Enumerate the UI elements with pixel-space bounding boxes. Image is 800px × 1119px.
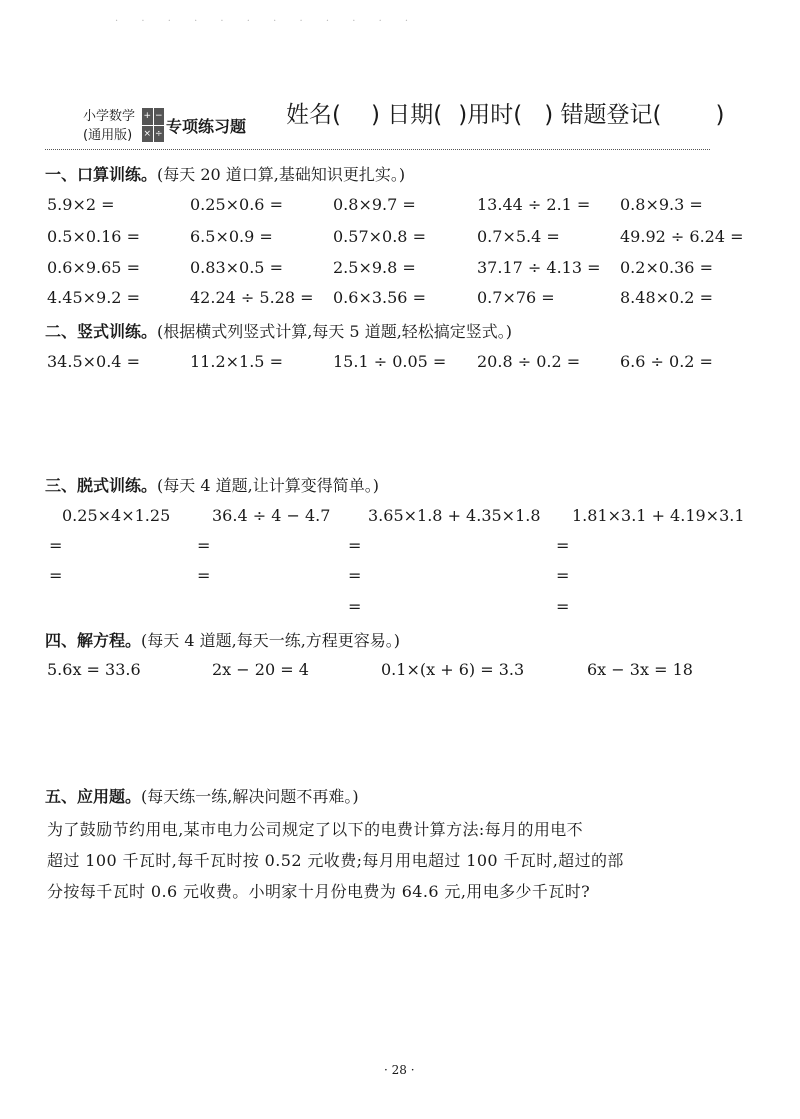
scan-artifact: · · · · · · · · · · · ·	[115, 16, 419, 27]
oral-problem: 4.45×9.2 =	[47, 288, 140, 307]
oral-problem: 0.7×5.4 =	[477, 227, 560, 246]
equation: 5.6x = 33.6	[47, 660, 141, 679]
equals-sign: =	[348, 536, 362, 555]
vertical-problem: 6.6 ÷ 0.2 =	[620, 352, 713, 371]
brand-title: 专项练习题	[166, 117, 247, 136]
vertical-problem: 11.2×1.5 =	[190, 352, 283, 371]
stepwise-problem: 1.81×3.1 + 4.19×3.1	[572, 506, 745, 525]
word-problem-line: 超过 100 千瓦时,每千瓦时按 0.52 元收费;每月用电超过 100 千瓦时,超过的部	[47, 851, 624, 870]
equation: 2x − 20 = 4	[212, 660, 309, 679]
oral-problem: 6.5×0.9 =	[190, 227, 273, 246]
oral-problem: 0.6×9.65 =	[47, 258, 140, 277]
vertical-problem: 20.8 ÷ 0.2 =	[477, 352, 581, 371]
oral-problem: 0.5×0.16 =	[47, 227, 140, 246]
oral-problem: 5.9×2 =	[47, 195, 115, 214]
operators-logo	[142, 108, 164, 142]
brand-line-1: 小学数学	[83, 109, 136, 124]
equals-sign: =	[556, 597, 570, 616]
section3-heading	[45, 473, 379, 496]
header-fields	[286, 96, 725, 129]
page-number: · 28 ·	[384, 1063, 415, 1077]
oral-problem: 0.7×76 =	[477, 288, 555, 307]
section4-title: 四、解方程。	[45, 631, 142, 650]
equals-sign: =	[348, 597, 362, 616]
section1-note: (每天 20 道口算,基础知识更扎实。)	[157, 165, 406, 184]
equals-sign: =	[197, 566, 211, 585]
oral-problem: 0.6×3.56 =	[333, 288, 426, 307]
equals-sign: =	[49, 536, 63, 555]
vertical-problem: 34.5×0.4 =	[47, 352, 140, 371]
section1-title: 一、口算训练。	[45, 165, 158, 184]
plus-icon: +	[142, 108, 153, 125]
vertical-problem: 15.1 ÷ 0.05 =	[333, 352, 447, 371]
divide-icon: ÷	[154, 126, 165, 143]
section2-heading	[45, 319, 512, 342]
equals-sign: =	[197, 536, 211, 555]
oral-problem: 13.44 ÷ 2.1 =	[477, 195, 591, 214]
stepwise-problem: 3.65×1.8 + 4.35×1.8	[368, 506, 541, 525]
time-label: 用时(	[467, 102, 523, 128]
oral-problem: 37.17 ÷ 4.13 =	[477, 258, 601, 277]
oral-problem: 2.5×9.8 =	[333, 258, 416, 277]
equals-sign: =	[348, 566, 362, 585]
word-problem-line: 分按每千瓦时 0.6 元收费。小明家十月份电费为 64.6 元,用电多少千瓦时?	[47, 882, 591, 901]
oral-problem: 0.8×9.7 =	[333, 195, 416, 214]
header-divider	[45, 149, 710, 150]
equals-sign: =	[556, 536, 570, 555]
brand-line-2: (通用版)	[83, 128, 133, 143]
oral-problem: 8.48×0.2 =	[620, 288, 713, 307]
oral-problem: 0.57×0.8 =	[333, 227, 426, 246]
date-label: 日期(	[387, 102, 443, 128]
section3-title: 三、脱式训练。	[45, 476, 158, 495]
oral-problem: 0.25×0.6 =	[190, 195, 283, 214]
oral-problem: 42.24 ÷ 5.28 =	[190, 288, 314, 307]
section5-heading	[45, 784, 359, 807]
section5-title: 五、应用题。	[45, 787, 142, 806]
equals-sign: =	[556, 566, 570, 585]
section5-note: (每天练一练,解决问题不再难。)	[141, 787, 359, 806]
oral-problem: 0.83×0.5 =	[190, 258, 283, 277]
name-label: 姓名(	[286, 102, 341, 128]
minus-icon: −	[154, 108, 165, 125]
section2-title: 二、竖式训练。	[45, 322, 158, 341]
equation: 6x − 3x = 18	[587, 660, 693, 679]
times-icon: ×	[142, 126, 153, 143]
stepwise-problem: 36.4 ÷ 4 − 4.7	[212, 506, 331, 525]
name-close: )	[370, 102, 380, 128]
section4-note: (每天 4 道题,每天一练,方程更容易。)	[141, 631, 401, 650]
word-problem-line: 为了鼓励节约用电,某市电力公司规定了以下的电费计算方法:每月的用电不	[47, 820, 584, 839]
oral-problem: 0.2×0.36 =	[620, 258, 713, 277]
section4-heading	[45, 628, 400, 651]
time-close: )	[544, 102, 554, 128]
oral-problem: 49.92 ÷ 6.24 =	[620, 227, 744, 246]
error-close: )	[715, 102, 725, 128]
section3-note: (每天 4 道题,让计算变得简单。)	[157, 476, 379, 495]
date-close: )	[458, 102, 468, 128]
equals-sign: =	[49, 566, 63, 585]
oral-problem: 0.8×9.3 =	[620, 195, 703, 214]
stepwise-problem: 0.25×4×1.25	[62, 506, 171, 525]
section1-heading	[45, 162, 405, 185]
error-label: 错题登记(	[560, 102, 662, 128]
section2-note: (根据横式列竖式计算,每天 5 道题,轻松搞定竖式。)	[157, 322, 513, 341]
equation: 0.1×(x + 6) = 3.3	[381, 660, 525, 679]
